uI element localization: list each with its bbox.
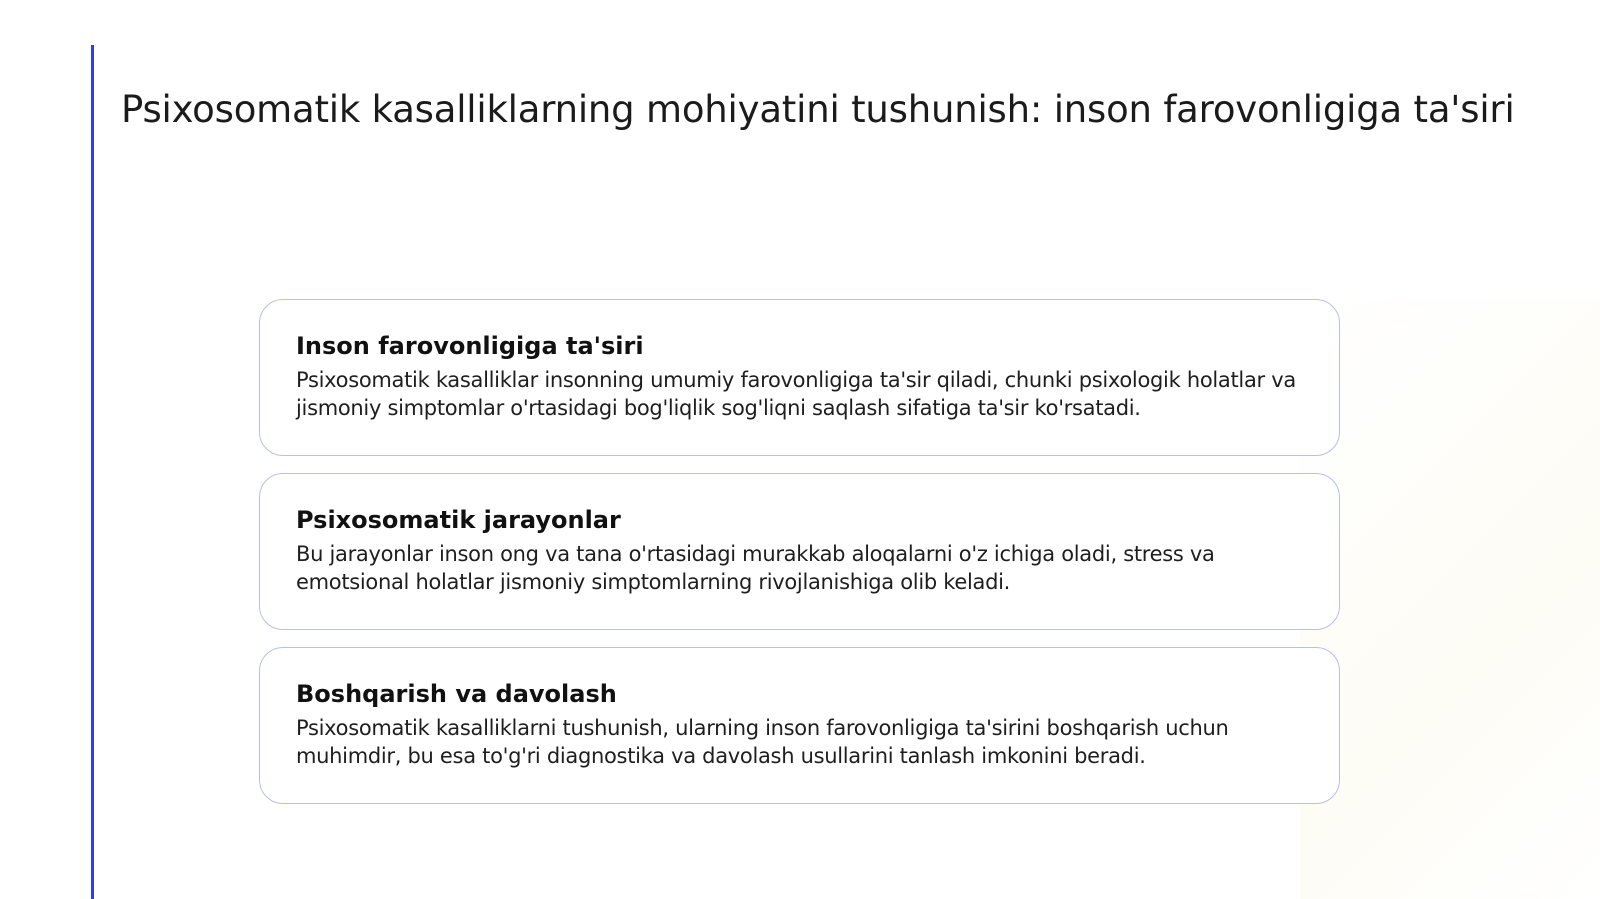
card-psychosomatic-processes: [259, 473, 1340, 630]
card-heading: Boshqarish va davolash: [296, 680, 617, 708]
card-management-treatment: [259, 647, 1340, 804]
card-list: [259, 299, 1340, 821]
card-wellbeing-impact: [259, 299, 1340, 456]
card-heading: Inson farovonligiga ta'siri: [296, 332, 644, 360]
accent-bar: [91, 45, 94, 899]
card-text: Bu jarayonlar inson ong va tana o'rtasidagi murakkab aloqalarni o'z ichiga oladi, stress va emotsional holatlar jismoniy simptomlarning rivojlanishiga olib keladi.: [296, 542, 1215, 594]
slide-title: Psixosomatik kasalliklarning mohiyatini tushunish: inson farovonligiga ta'siri: [121, 88, 1515, 131]
card-text: Psixosomatik kasalliklarni tushunish, ularning inson farovonligiga ta'sirini boshqarish uchun muhimdir, bu esa to'g'ri diagnostika va davolash usullarini tanlash imkonini beradi.: [296, 716, 1229, 768]
card-text: Psixosomatik kasalliklar insonning umumiy farovonligiga ta'sir qiladi, chunki psixologik holatlar va jismoniy simptomlar o'rtasidagi bog'liqlik sog'liqni saqlash sifatiga ta'sir ko'rsatadi.: [296, 368, 1296, 420]
background-decoration: [1300, 300, 1600, 899]
card-heading: Psixosomatik jarayonlar: [296, 506, 621, 534]
